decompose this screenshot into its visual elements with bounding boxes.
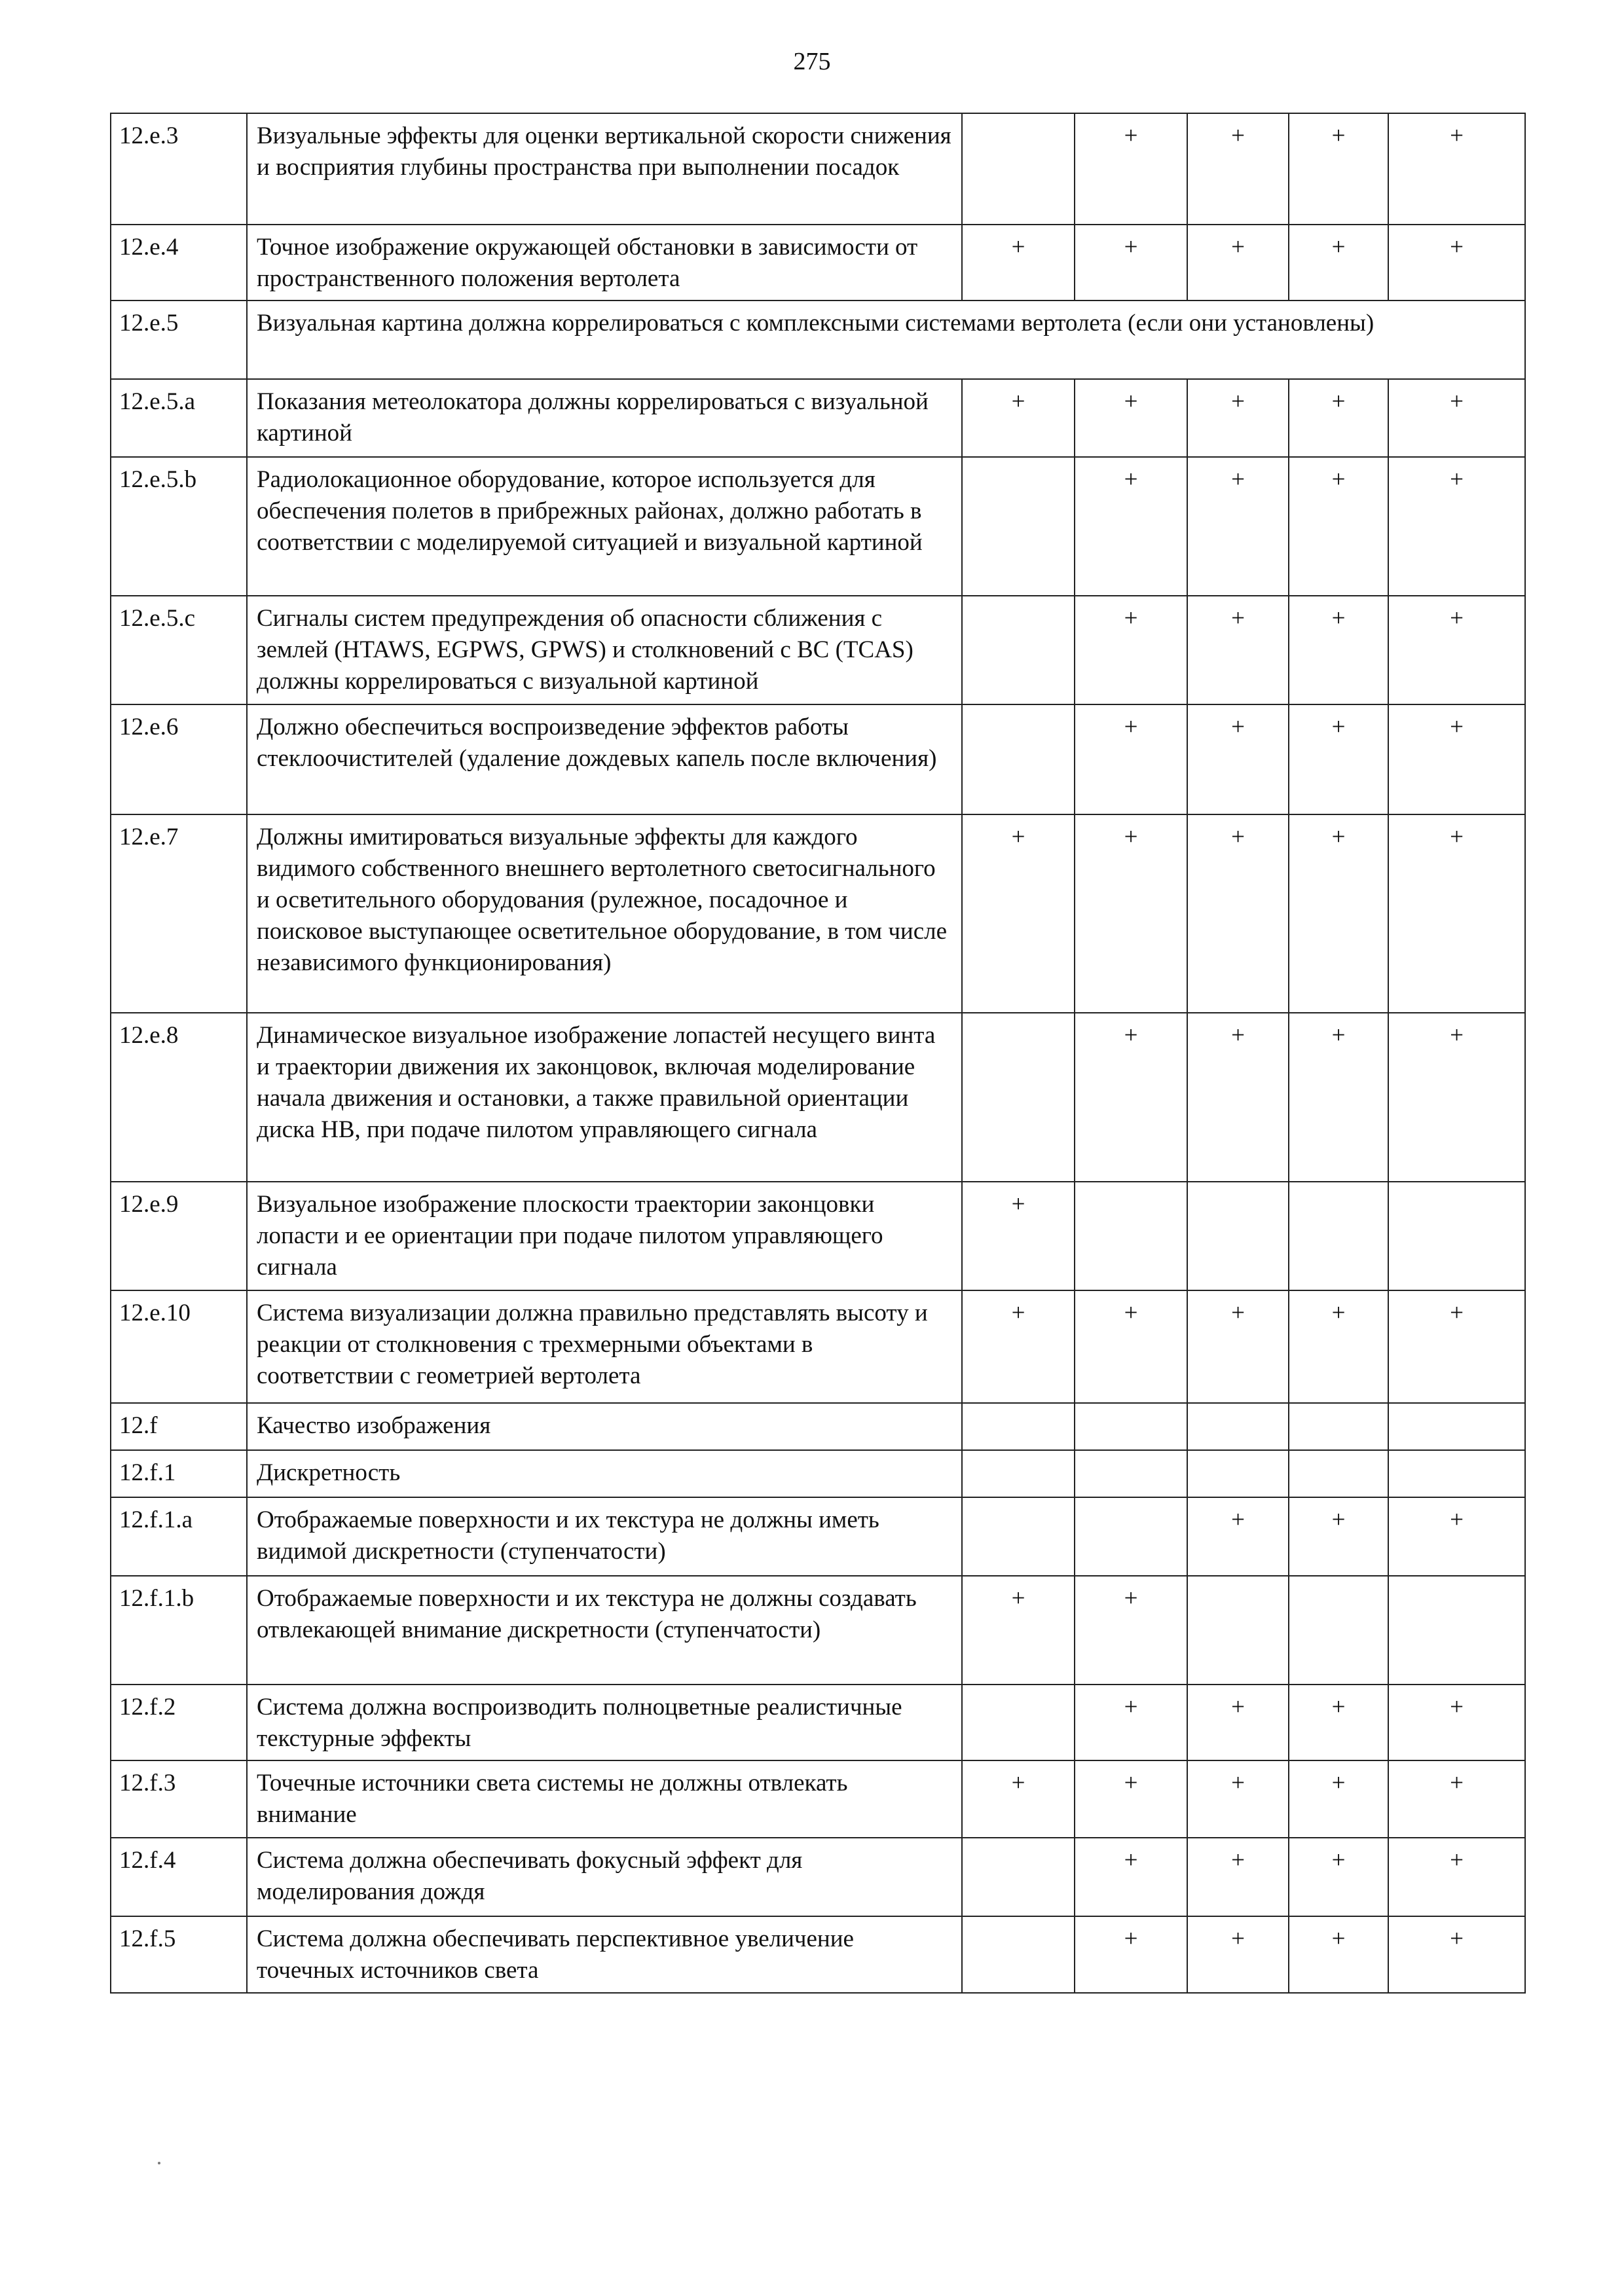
requirement-code: 12.e.5 (111, 301, 247, 379)
level-mark-1 (962, 596, 1075, 704)
level-mark-4: + (1289, 113, 1388, 225)
table-row (111, 225, 1525, 301)
requirement-code: 12.e.5.a (111, 379, 247, 457)
level-mark-1: + (962, 1182, 1075, 1290)
table-row (111, 1182, 1525, 1290)
level-mark-4 (1289, 1403, 1388, 1450)
level-mark-4: + (1289, 225, 1388, 301)
level-mark-3: + (1187, 379, 1289, 457)
table-row (111, 1290, 1525, 1403)
level-mark-1: + (962, 379, 1075, 457)
table-row (111, 301, 1525, 379)
requirement-text: Должны имитироваться визуальные эффекты для каждого видимого собственного внешнего вертолетного светосигнального и осветительного оборудования (рулежное, посадочное и поисковое выступающее осветительное оборудование, в том числе независимого функционирования) (247, 814, 962, 1013)
level-mark-4: + (1289, 1685, 1388, 1760)
requirement-code: 12.f (111, 1403, 247, 1450)
requirement-text: Точное изображение окружающей обстановки в зависимости от пространственного положения вертолета (247, 225, 962, 301)
scan-speck (158, 2162, 160, 2164)
requirement-code: 12.f.1.b (111, 1576, 247, 1685)
requirement-text: Система должна обеспечивать фокусный эффект для моделирования дождя (247, 1838, 962, 1916)
level-mark-3: + (1187, 1916, 1289, 1993)
requirement-text: Визуальные эффекты для оценки вертикальной скорости снижения и восприятия глубины пространства при выполнении посадок (247, 113, 962, 225)
level-mark-2 (1075, 1450, 1187, 1497)
requirement-text: Показания метеолокатора должны коррелироваться с визуальной картиной (247, 379, 962, 457)
table-row (111, 1760, 1525, 1838)
table-row (111, 814, 1525, 1013)
level-mark-1 (962, 457, 1075, 596)
level-mark-5: + (1388, 1916, 1525, 1993)
level-mark-3: + (1187, 1013, 1289, 1182)
level-mark-1 (962, 1838, 1075, 1916)
table-row (111, 1685, 1525, 1760)
requirement-code: 12.e.5.c (111, 596, 247, 704)
level-mark-5: + (1388, 1013, 1525, 1182)
level-mark-5: + (1388, 113, 1525, 225)
level-mark-2: + (1075, 113, 1187, 225)
requirements-table (110, 113, 1526, 1994)
level-mark-2: + (1075, 1916, 1187, 1993)
table-row (111, 113, 1525, 225)
requirement-code: 12.e.4 (111, 225, 247, 301)
level-mark-2: + (1075, 457, 1187, 596)
level-mark-5: + (1388, 225, 1525, 301)
level-mark-5: + (1388, 1497, 1525, 1576)
table-row (111, 596, 1525, 704)
level-mark-4: + (1289, 1013, 1388, 1182)
table-row (111, 457, 1525, 596)
level-mark-5: + (1388, 1290, 1525, 1403)
requirement-text: Сигналы систем предупреждения об опасности сближения с землей (HTAWS, EGPWS, GPWS) и столкновений с ВС (TCAS) должны коррелироваться с визуальной картиной (247, 596, 962, 704)
level-mark-3: + (1187, 1290, 1289, 1403)
level-mark-3 (1187, 1182, 1289, 1290)
level-mark-3 (1187, 1403, 1289, 1450)
level-mark-4: + (1289, 704, 1388, 814)
level-mark-3: + (1187, 457, 1289, 596)
level-mark-2: + (1075, 225, 1187, 301)
level-mark-3: + (1187, 1760, 1289, 1838)
table-row (111, 1450, 1525, 1497)
requirement-text: Динамическое визуальное изображение лопастей несущего винта и траектории движения их законцовок, включая моделирование начала движения и остановки, а также правильной ориентации диска НВ, при подаче пилотом управляющего сигнала (247, 1013, 962, 1182)
level-mark-5: + (1388, 1760, 1525, 1838)
requirement-code: 12.f.1 (111, 1450, 247, 1497)
requirement-code: 12.f.5 (111, 1916, 247, 1993)
level-mark-2: + (1075, 814, 1187, 1013)
level-mark-2: + (1075, 1576, 1187, 1685)
level-mark-1 (962, 1403, 1075, 1450)
level-mark-1: + (962, 1760, 1075, 1838)
requirement-text: Система должна обеспечивать перспективное увеличение точечных источников света (247, 1916, 962, 1993)
level-mark-4 (1289, 1450, 1388, 1497)
level-mark-2 (1075, 1403, 1187, 1450)
requirement-code: 12.f.2 (111, 1685, 247, 1760)
level-mark-5: + (1388, 704, 1525, 814)
level-mark-1 (962, 1497, 1075, 1576)
level-mark-3: + (1187, 225, 1289, 301)
level-mark-1: + (962, 1290, 1075, 1403)
level-mark-4: + (1289, 379, 1388, 457)
level-mark-5: + (1388, 457, 1525, 596)
requirement-text: Визуальное изображение плоскости траектории законцовки лопасти и ее ориентации при подаче пилотом управляющего сигнала (247, 1182, 962, 1290)
level-mark-5: + (1388, 596, 1525, 704)
requirement-text: Точечные источники света системы не должны отвлекать внимание (247, 1760, 962, 1838)
requirement-text: Дискретность (247, 1450, 962, 1497)
level-mark-2: + (1075, 379, 1187, 457)
table-row (111, 1576, 1525, 1685)
level-mark-2: + (1075, 1290, 1187, 1403)
requirement-text: Система визуализации должна правильно представлять высоту и реакции от столкновения с трехмерными объектами в соответствии с геометрией вертолета (247, 1290, 962, 1403)
level-mark-1 (962, 1013, 1075, 1182)
table-row (111, 1916, 1525, 1993)
requirement-code: 12.e.5.b (111, 457, 247, 596)
level-mark-4: + (1289, 1916, 1388, 1993)
level-mark-2: + (1075, 1760, 1187, 1838)
requirement-code: 12.f.1.a (111, 1497, 247, 1576)
table-row (111, 1838, 1525, 1916)
level-mark-1 (962, 1916, 1075, 1993)
level-mark-4: + (1289, 814, 1388, 1013)
requirement-text: Система должна воспроизводить полноцветные реалистичные текстурные эффекты (247, 1685, 962, 1760)
requirement-code: 12.f.4 (111, 1838, 247, 1916)
requirement-text: Отображаемые поверхности и их текстура не должны создавать отвлекающей внимание дискретности (ступенчатости) (247, 1576, 962, 1685)
page-number: 275 (793, 48, 831, 75)
level-mark-3: + (1187, 1838, 1289, 1916)
requirement-text: Качество изображения (247, 1403, 962, 1450)
level-mark-1: + (962, 1576, 1075, 1685)
table-row (111, 1497, 1525, 1576)
level-mark-1 (962, 113, 1075, 225)
level-mark-5: + (1388, 814, 1525, 1013)
level-mark-3: + (1187, 814, 1289, 1013)
level-mark-5: + (1388, 1838, 1525, 1916)
requirement-code: 12.e.7 (111, 814, 247, 1013)
requirement-text: Отображаемые поверхности и их текстура не должны иметь видимой дискретности (ступенчатости) (247, 1497, 962, 1576)
level-mark-3: + (1187, 113, 1289, 225)
level-mark-2 (1075, 1497, 1187, 1576)
level-mark-3: + (1187, 704, 1289, 814)
table-row (111, 1403, 1525, 1450)
level-mark-5: + (1388, 1685, 1525, 1760)
level-mark-4 (1289, 1576, 1388, 1685)
level-mark-3 (1187, 1450, 1289, 1497)
level-mark-2: + (1075, 704, 1187, 814)
level-mark-5: + (1388, 379, 1525, 457)
requirements-table-body (111, 113, 1525, 1993)
requirement-text: Радиолокационное оборудование, которое используется для обеспечения полетов в прибрежных районах, должно работать в соответствии с моделируемой ситуацией и визуальной картиной (247, 457, 962, 596)
level-mark-1 (962, 1450, 1075, 1497)
level-mark-4: + (1289, 457, 1388, 596)
level-mark-1 (962, 1685, 1075, 1760)
requirement-code: 12.e.9 (111, 1182, 247, 1290)
requirement-text: Визуальная картина должна коррелироваться с комплексными системами вертолета (если они установлены) (247, 301, 1525, 379)
level-mark-3: + (1187, 1685, 1289, 1760)
level-mark-4 (1289, 1182, 1388, 1290)
level-mark-1 (962, 704, 1075, 814)
level-mark-2: + (1075, 1013, 1187, 1182)
level-mark-4: + (1289, 1290, 1388, 1403)
level-mark-3: + (1187, 596, 1289, 704)
requirement-code: 12.e.8 (111, 1013, 247, 1182)
requirement-code: 12.f.3 (111, 1760, 247, 1838)
level-mark-4: + (1289, 1838, 1388, 1916)
table-row (111, 379, 1525, 457)
level-mark-4: + (1289, 1760, 1388, 1838)
table-row (111, 1013, 1525, 1182)
level-mark-5 (1388, 1450, 1525, 1497)
requirement-code: 12.e.6 (111, 704, 247, 814)
level-mark-3 (1187, 1576, 1289, 1685)
requirement-code: 12.e.10 (111, 1290, 247, 1403)
level-mark-4: + (1289, 1497, 1388, 1576)
level-mark-2: + (1075, 1838, 1187, 1916)
level-mark-2: + (1075, 596, 1187, 704)
requirement-text: Должно обеспечиться воспроизведение эффектов работы стеклоочистителей (удаление дождевых капель после включения) (247, 704, 962, 814)
level-mark-5 (1388, 1182, 1525, 1290)
level-mark-2 (1075, 1182, 1187, 1290)
requirement-code: 12.e.3 (111, 113, 247, 225)
level-mark-1: + (962, 225, 1075, 301)
level-mark-1: + (962, 814, 1075, 1013)
level-mark-5 (1388, 1403, 1525, 1450)
table-row (111, 704, 1525, 814)
level-mark-3: + (1187, 1497, 1289, 1576)
level-mark-5 (1388, 1576, 1525, 1685)
level-mark-2: + (1075, 1685, 1187, 1760)
level-mark-4: + (1289, 596, 1388, 704)
